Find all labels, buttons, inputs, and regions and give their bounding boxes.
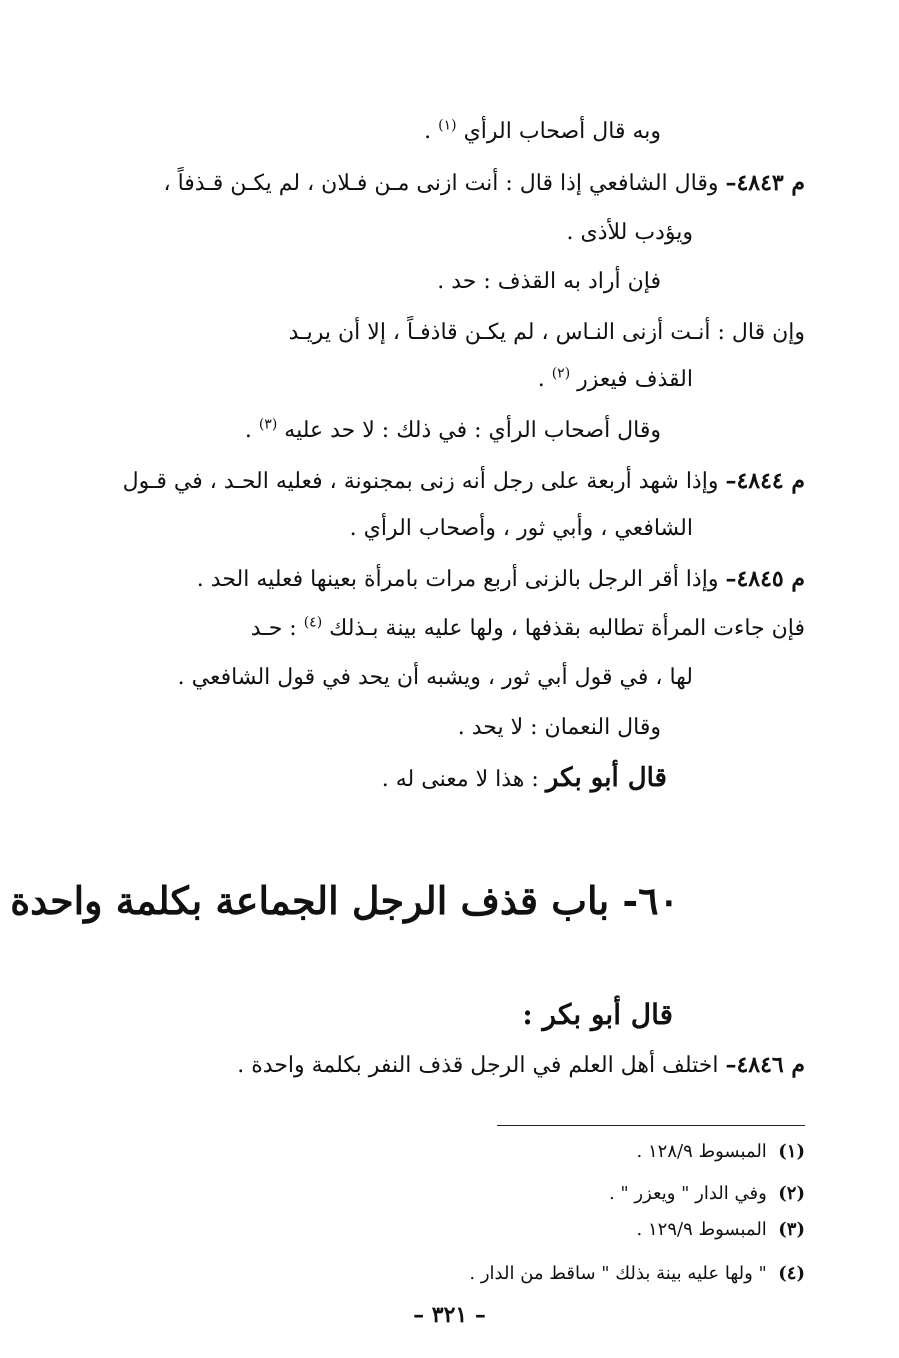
page-number: – ٣٢١ – — [413, 1302, 486, 1328]
qadhf-end: . — [537, 367, 552, 392]
footnote-3-number: (٣) — [778, 1219, 805, 1240]
abubakr-text: : هذا لا معنى له . — [381, 767, 546, 792]
paragraph-4846-text: اختلف أهل العلم في الرجل قذف النفر بكلمة واحدة . — [237, 1053, 726, 1078]
paragraph-number-4846: م ٤٨٤٦– — [725, 1052, 805, 1078]
footnote-2-number: (٢) — [778, 1183, 805, 1204]
paragraph-4843 — [163, 168, 805, 199]
paragraph-4843-text: وقال الشافعي إذا قال : أنت ازنى مـن فـلان ، لم يكـن قـذفاً ، — [163, 171, 726, 196]
text-line-ashab — [245, 416, 661, 446]
fa-jaat-end: : حـد — [250, 616, 304, 641]
text-line-qadhf — [538, 365, 693, 395]
text-line-laha: لها ، في قول أبي ثور ، ويشبه أن يحد في قول الشافعي . — [177, 665, 693, 690]
footnote-ref-2[interactable]: (٢) — [551, 365, 571, 382]
footnote-2 — [609, 1182, 805, 1206]
line-1-text: وبه قال أصحاب الرأي — [463, 119, 661, 144]
text-line-numan: وقال النعمان : لا يحد . — [457, 715, 661, 740]
paragraph-number-4843: م ٤٨٤٣– — [725, 170, 805, 196]
paragraph-number-4845: م ٤٨٤٥– — [725, 566, 805, 592]
footnote-divider — [497, 1125, 805, 1126]
footnote-3 — [637, 1218, 805, 1242]
qadhf-text: القذف فيعزر — [577, 367, 693, 392]
text-line-fa-jaat — [251, 614, 805, 644]
paragraph-4845 — [197, 564, 805, 595]
paragraph-4844-cont: الشافعي ، وأبي ثور ، وأصحاب الرأي . — [349, 516, 693, 541]
chapter-heading: ٦٠- باب قذف الرجل الجماعة بكلمة واحدة — [10, 878, 679, 923]
text-line-fa-arada: فإن أراد به القذف : حد . — [437, 269, 661, 294]
ashab-end: . — [244, 418, 259, 443]
footnote-1-number: (١) — [778, 1141, 805, 1162]
line-1-end: . — [424, 119, 439, 144]
footnote-4-number: (٤) — [778, 1263, 805, 1284]
paragraph-4846 — [237, 1050, 805, 1081]
fa-jaat-text: فإن جاءت المرأة تطالبه بقذفها ، ولها عليه بينة بـذلك — [329, 616, 805, 641]
footnote-2-text: وفي الدار " ويعزر " . — [608, 1183, 767, 1204]
footnote-4 — [469, 1262, 805, 1286]
text-line-abubakr — [382, 763, 667, 795]
footnote-1-text: المبسوط ١٢٨/٩ . — [636, 1141, 767, 1162]
footnote-1 — [637, 1140, 805, 1164]
paragraph-4844 — [123, 466, 805, 497]
footnote-ref-1[interactable]: (١) — [438, 117, 457, 134]
paragraph-4845-text: وإذا أقر الرجل بالزنى أربع مرات بامرأة بعينها فعليه الحد . — [196, 567, 726, 592]
paragraph-4844-text: وإذا شهد أربعة على رجل أنه زنى بمجنونة ، فعليه الحـد ، في قـول — [122, 469, 726, 494]
footnote-ref-4[interactable]: (٤) — [303, 614, 323, 631]
footnote-3-text: المبسوط ١٢٩/٩ . — [636, 1219, 767, 1240]
text-line-wa-in-qala: وإن قال : أنـت أزنى النـاس ، لم يكـن قاذفـاً ، إلا أن يريـد — [288, 320, 805, 345]
abubakr-label: قال أبو بكر — [545, 763, 667, 793]
ashab-text: وقال أصحاب الرأي : في ذلك : لا حد عليه — [284, 418, 661, 443]
text-line-1 — [424, 117, 661, 147]
paragraph-4843-cont: ويؤدب للأذى . — [566, 220, 693, 245]
footnote-4-text: " ولها عليه بينة بذلك " ساقط من الدار . — [469, 1263, 767, 1284]
footnote-ref-3[interactable]: (٣) — [258, 416, 278, 433]
paragraph-number-4844: م ٤٨٤٤– — [725, 468, 805, 494]
chapter-subheading: قال أبو بكر : — [522, 998, 673, 1031]
